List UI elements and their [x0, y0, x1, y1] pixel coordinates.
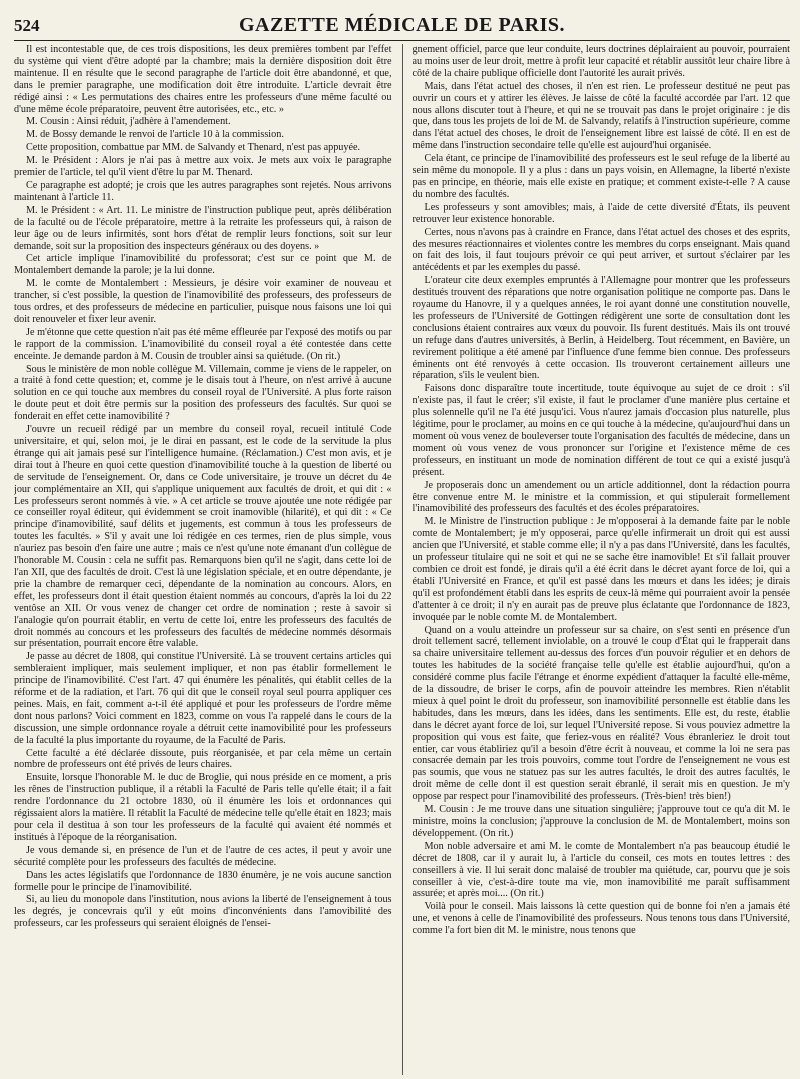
paragraph: Voilà pour le conseil. Mais laissons là cette question qui de bonne foi n'en a jamais été une, et venons à celle de l'inamovibilité des professeurs. Nous tenons tous dans l'Université, comme l'a fort bien dit M. le ministre, nous tenons que [412, 901, 790, 937]
paragraph: Je proposerais donc un amendement ou un article additionnel, dont la rédaction pourra être convenue entre M. le ministre et la commission, et qui stipulerait formellement l'inamovibilité des professeurs des facultés et des écoles préparatoires. [412, 479, 790, 515]
paragraph: Faisons donc disparaître toute incertitude, toute équivoque au sujet de ce droit : s'il n'existe pas, il faut le créer; s'il existe, il faut le proclamer d'une manière plus certaine et plus solennelle qu'il ne l'a été jusqu'ici. Vous n'aurez jamais d'occasion plus naturelle, plus légitime, pour le proclamer, au moins en ce qui touche à la médecine, qu'aujourd'hui dans un moment où vous venez de bouleverser toute l'organisation des facultés de médecine, dans un moment où vous venez de vous prononcer sur l'origine et l'existence même de ces professeurs, en instituant un mode de nomination différent de tout ce qui a existé jusqu'à présent. [412, 383, 790, 478]
paragraph: Les professeurs y sont amovibles; mais, à l'aide de cette diversité d'États, ils peuvent retrouver leur existence honorable. [412, 201, 790, 225]
paragraph: M. de Bossy demande le renvoi de l'article 10 à la commission. [26, 129, 284, 141]
journal-title: GAZETTE MÉDICALE DE PARIS. [238, 14, 566, 36]
paragraph: gnement officiel, parce que leur conduite, leurs doctrines déplairaient au pouvoir, pourraient au moins user de leur droit, mettre à profit leur capacité et rétablir aussitôt leur chaire libre à côté de la chaire publique officielle dont l'autorité les aurait privés. [412, 44, 790, 79]
paragraph: Je vous demande si, en présence de l'un et de l'autre de ces actes, il peut y avoir une sécurité complète pour les professeurs des facultés de médecine. [14, 844, 392, 868]
paragraph: Cette faculté a été déclarée dissoute, puis réorganisée, et par cela même un certain nombre de professeurs ont été privés de leurs chaires. [14, 747, 392, 771]
page-number: 524 [14, 16, 40, 35]
paragraph: Mon noble adversaire et ami M. le comte de Montalembert n'a pas beaucoup étudié le décret de 1808, car il y aurait lu, à l'article du conseil, ces mots en toutes lettres : des conseillers à vie. Il lui serait donc malaisé de troubler ma quiétude, car, pourvu que je sois conseiller à vie, c'est-à-dire toute ma vie, mon inamovibilité me paraît suffisamment assurée; et après moi.... (On rit.) [412, 840, 790, 900]
paragraph: Je passe au décret de 1808, qui constitue l'Université. Là se trouvent certains articles qui sembleraient impliquer, mais seulement impliquer, et non pas établir formellement le principe de l'inamovibilité. C'est l'art. 47 qui énumère les pénalités, qui établit celles de la réforme et de la radiation, et l'art. 76 qui dit que le conseil royal seul pourra appliquer ces peines. Mais, en fait, comment a-t-il été appliqué et pour les professeurs de l'ordre même dont nous parlons? Voici comment en 1823, comme on vous l'a rappelé dans le cours de la discussion, une simple ordonnance royale a détruit cette inamovibilité pour les professeurs de la faculté la plus importante du royaume, de la Faculté de Paris. [14, 651, 392, 746]
paragraph: M. le Ministre de l'instruction publique : Je m'opposerai à la demande faite par le noble comte de Montalembert; je m'y opposerai, parce qu'elle infirmerait un droit qui est aussi ancien que l'Université, et stable comme elle; il n'y a pas dans l'Université, dans les facultés, un professeur titulaire qui ne soit et qui ne se sache être inamovible! Et s'il fallait prouver combien ce droit est fondé, je dirais qu'il a été écrit dans le décret ayant force de loi, qui a établi l'Université en France, et qu'il est passé dans les mœurs et dans les idées; je dirais qu'il est profondément établi dans les esprits de ceux-là même qui pourraient avoir la pensée d'attenter à ce droit; il n'y en aurait pas de preuve plus éclatante que l'ordonnance de 1823, invoquée par le noble comte M. de Montalembert. [412, 516, 790, 623]
paragraph: M. le Président : « Art. 11. Le ministre de l'instruction publique peut, après délibération de la faculté ou de l'école préparatoire, mettre à la retraite les professeurs qui, à raison de leur âge ou de leurs infirmités, sont hors d'état de remplir leurs fonctions, soit sur leur demande, soit sur la proposition des inspecteurs généraux ou des doyens. » [14, 204, 392, 252]
left-column [14, 44, 392, 1075]
paragraph: Cette proposition, combattue par MM. de Salvandy et Thenard, n'est pas appuyée. [26, 142, 361, 154]
column-divider [402, 44, 403, 1075]
paragraph: Ce paragraphe est adopté; je crois que les autres paragraphes sont rejetés. Nous arrivons maintenant à l'article 11. [14, 179, 392, 203]
paragraph: Il est incontestable que, de ces trois dispositions, les deux premières tombent par l'effet du système qui vient d'être adopté par la chambre; mais la dernière disposition doit être maintenue. Il en résulte que le second paragraphe de l'article doit être abandonné, et que, dans le premier paragraphe, une modification doit être introduite. L'article devrait être rédigé ainsi : « Les permutations des chaires entre les professeurs d'une même faculté ou d'une même école préparatoire, peuvent être autorisées, etc., etc. » [14, 44, 392, 115]
page-header [14, 6, 790, 41]
paragraph: Mais, dans l'état actuel des choses, il n'en est rien. Le professeur destitué ne peut pas ouvrir un cours et y attirer les élèves. Je laisse de côté la faculté accordée par l'art. 12 que nous allons discuter tout à l'heure, et qui ne se trouvait pas dans le projet originaire : je dis que, dans tous les projets de loi de M. de Salvandy, relatifs à l'instruction supérieure, comme dans l'état actuel des choses, le droit de l'enseignement libre est laissé de côté. Il en est de même dans l'instruction secondaire telle qu'elle est aujourd'hui organisée. [412, 80, 790, 152]
paragraph: Ensuite, lorsque l'honorable M. le duc de Broglie, qui nous préside en ce moment, a pris les rênes de l'instruction publique, il a rétabli la Faculté de Paris telle qu'elle était; il a fait rendre l'ordonnance du 21 octobre 1830, où il énumère les lois et ordonnances qui régissaient alors la matière. Il rétablit la Faculté de médecine telle qu'elle était en 1823; mais pour cela il destitua à son tour les professeurs de la faculté qui avaient été nommés et institués à l'époque de la réorganisation. [14, 772, 392, 843]
paragraph: M. le Président : Alors je n'ai pas à mettre aux voix. Je mets aux voix le paragraphe premier de l'article, tel qu'il vient d'être lu par M. Thenard. [14, 155, 392, 179]
paragraph: Cela étant, ce principe de l'inamovibilité des professeurs est le seul refuge de la liberté au sein même du monopole. Il y a plus : dans un pays voisin, en Allemagne, la liberté n'existe pas en principe, en théorie, mais elle existe en pratique; et comment existe-t-elle ? A cause du nombre des facultés. [412, 153, 790, 200]
paragraph: M. le comte de Montalembert : Messieurs, je désire voir examiner de nouveau et trancher, si c'est possible, la question de l'inamovibilité des professeurs, des professeurs de tous ordres, et des professeurs de médecine en particulier, puisque nous faisons une loi qui doit renouveler et fixer leur avenir. [14, 278, 392, 325]
paragraph: Cet article implique l'inamovibilité du professorat; c'est sur ce point que M. de Montalembert demande la parole; je la lui donne. [14, 253, 392, 277]
paragraph: Je m'étonne que cette question n'ait pas été même effleurée par l'exposé des motifs ou par le rapport de la commission. L'inamovibilité du conseil royal a été contestée dans cette enceinte. Je demande pardon à M. Cousin de troubler ainsi sa quiétude. (On rit.) [14, 326, 392, 362]
paragraph: M. Cousin : Ainsi réduit, j'adhère à l'amendement. [26, 116, 231, 128]
paragraph: Certes, nous n'avons pas à craindre en France, dans l'état actuel des choses et des esprits, des mesures réactionnaires et violentes contre les membres du corps enseignant. Mais quand on fait des lois, il faut toujours prévoir ce qui peut arriver, et surtout s'éclairer par les antécédents et par les exemples du passé. [412, 226, 790, 274]
text-columns [14, 44, 790, 1075]
paragraph: Quand on a voulu atteindre un professeur sur sa chaire, on s'est senti en présence d'un droit tellement sacré, tellement inviolable, on a trouvé le coup d'État qui le frapperait dans sa chaire universitaire tellement au-dessus des forces d'un pouvoir régulier et en dehors de toutes les habitudes de la société française telle qu'elle est établie aujourd'hui, qu'on a considéré comme plus facile l'étrange et énorme expédient d'attaquer la faculté elle-même, de la dissoudre, de briser le corps, afin de pouvoir atteindre les membres. Rien n'établit mieux à quel point le droit du professeur, son inamovibilité personnelle est établie dans les habitudes, dans les mœurs, dans les idées, dans les sentiments. Elle est, du reste, établie dans le décret ayant force de loi, sur lequel l'Université repose. Si vous pouviez admettre la proposition qui vous est faite, que feriez-vous en réalité? Vous ébranleriez le droit tout entier, car vous établiriez qu'il a besoin d'être écrit à nouveau, et comme la loi ne sera pas consacrée demain par les trois pouvoirs, comme tout l'ordre de l'enseignement ne vous est pas soumis, que vous ne statuez pas sur les autres facultés, le droit des autres facultés, le droit même de celle dont il est question serait ébranlé, il serait mis en question. Je m'y oppose par respect pour l'inamovibilité des professeurs. (Très-bien! très bien!) [412, 624, 790, 803]
paragraph: L'orateur cite deux exemples empruntés à l'Allemagne pour montrer que les professeurs destitués trouvent des réparations que notre organisation politique ne comporte pas. Dans le royaume du Hanovre, il y a quelques années, le roi ayant donné une constitution nouvelle, les professeurs de l'Université de Gottingen rédigèrent une sorte de consultation dont les conclusions étaient contraires aux vœux du pouvoir. Ils furent destitués. Mais ils ont trouvé un refuge dans d'autres universités, à Berlin, à Heidelberg. Tout récemment, en Bavière, un revirement politique a été amené par l'influence d'une femme bien connue. Des professeurs éminents ont été renvoyés à cette occasion. Ils trouveront certainement ailleurs une réparation, s'ils le veulent bien. [412, 275, 790, 382]
paragraph: J'ouvre un recueil rédigé par un membre du conseil royal, recueil intitulé Code universitaire, et qui, selon moi, je le dirai en passant, est le code de la servitude la plus étrange qui ait jamais pesé sur l'intelligence humaine. (Réclamation.) C'est mon avis, et je dirai tout à l'heure en quoi cette question d'inamovibilité touche à la question de liberté ou de servitude de l'enseignement. Or, dans ce Code universitaire, je trouve un décret du 4e jour complémentaire an XII, qui s'applique uniquement aux facultés de droit, et qui dit : « Les professeurs seront nommés à vie. » A cet article se trouve ajoutée une note rédigée par ce conseiller royal éditeur, qui évidemment se croit inamovible (hilarité), et qui dit : « Ce principe d'inamovibilité, sauf délits et jugements, est commun à tous les professeurs de toutes les facultés. » S'il y avait une loi rédigée en ces termes, rien de plus simple, vous n'auriez pas besoin d'en faire une autre ; mais ce n'est qu'une note émanant d'un collègue de l'honorable M. Cousin : cela ne suffit pas. Remarquons bien qu'il ne s'agit, dans cette loi de l'an XII, que des facultés de droit. C'est là une législation spéciale, et en outre dépendante, je prie la chambre de remarquer ceci, dépendante de la nomination au concours. Alors, en effet, les professeurs dont il était question étaient nommés au concours, d'après la loi du 22 ventôse an XII. Or vous venez de changer cet ordre de nomination ; reste à savoir si l'analogie qu'on pourrait établir, en vertu de cette loi, entre les professeurs des facultés de droit nommés au concours et les professeurs des facultés de médecine nommés désormais sur présentation, pourrait encore être valable. [14, 424, 392, 650]
paragraph: Sous le ministère de mon noble collègue M. Villemain, comme je viens de le rappeler, on a traité à fond cette question; et, comme je le disais tout à l'heure, on n'est arrivé à aucune solution en ce qui touche aux membres du conseil royal de l'Université. A plus forte raison le doute peut et doit être permis sur la position des professeurs des facultés. Sur quoi se fonderait en effet cette inamovibilité ? [14, 363, 392, 423]
right-column [413, 44, 791, 1075]
paragraph: M. Cousin : Je me trouve dans une situation singulière; j'approuve tout ce qu'a dit M. le ministre, moins la conclusion; j'approuve la conclusion de M. de Montalembert, moins son développement. (On rit.) [412, 804, 790, 839]
paragraph: Si, au lieu du monopole dans l'institution, nous avions la liberté de l'enseignement à tous les degrés, je concevrais qu'il y eût moins d'inconvénients dans l'amovibilité des professeurs, car les professeurs qui seraient éloignés de l'ensei- [14, 894, 392, 930]
paragraph: Dans les actes législatifs que l'ordonnance de 1830 énumère, je ne vois aucune sanction formelle pour le principe de l'inamovibilité. [14, 869, 392, 893]
